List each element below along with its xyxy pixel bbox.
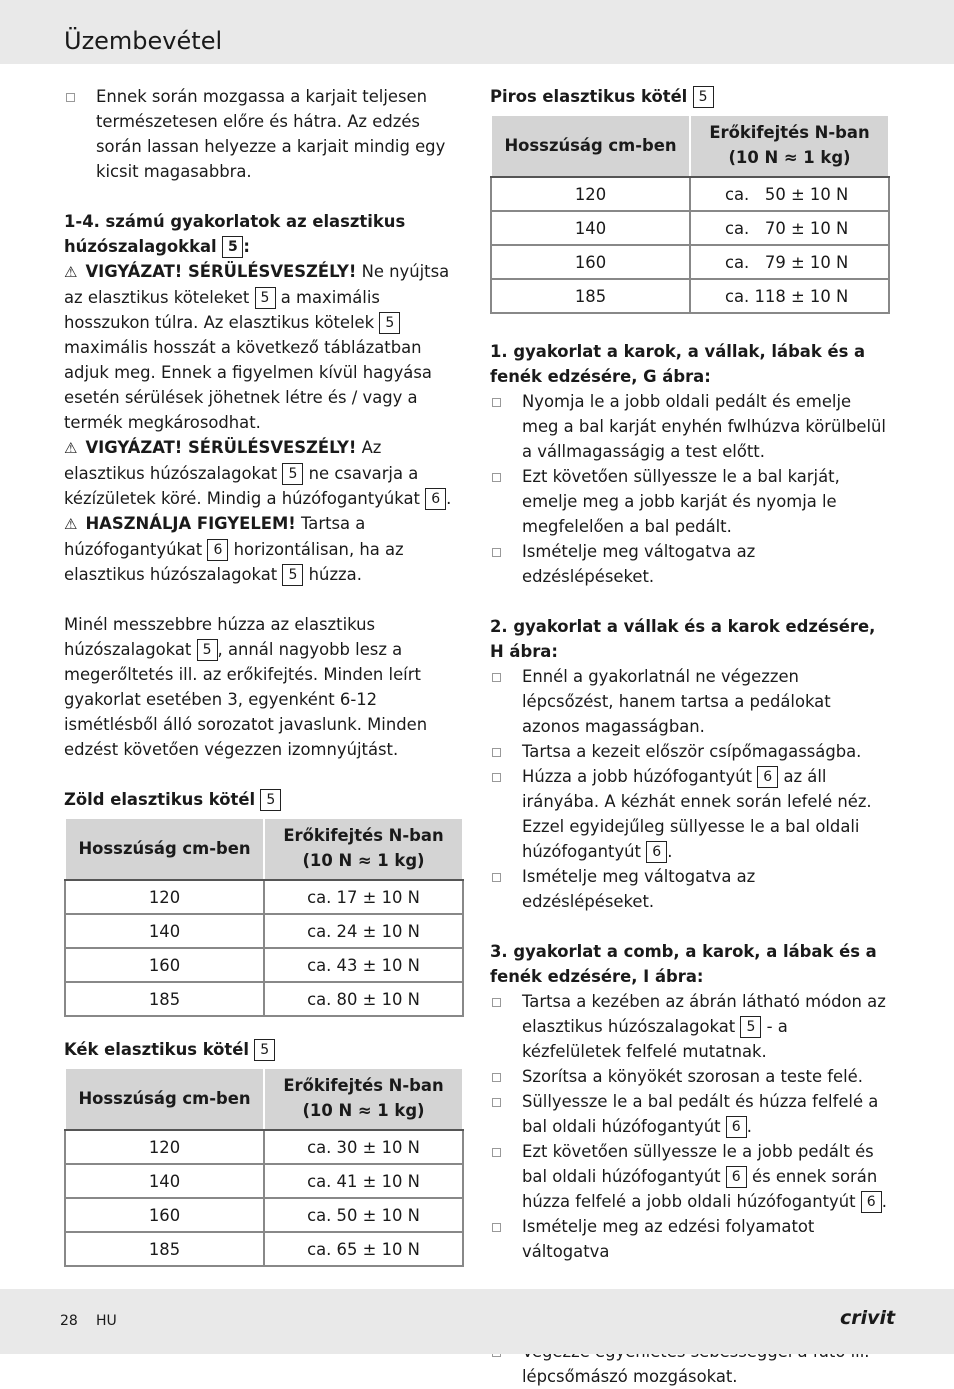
page-footer (0, 1289, 954, 1354)
right-column (490, 84, 890, 1389)
page-title: Üzembevétel (64, 27, 223, 55)
ref-5: 5 (379, 312, 400, 334)
blue-title: Kék elasztikus kötél 5 (64, 1037, 464, 1062)
table-row: 120 ca. 17 ± 10 N (65, 880, 463, 914)
list-item: Ezt követően süllyessze le a jobb pedált és bal oldali húzófogantyút 6 és ennek során húzza felfelé a jobb oldali húzófogantyút 6 . (490, 1139, 890, 1214)
col-header-length: Hosszúság cm-ben (65, 1068, 264, 1130)
left-column (64, 84, 464, 1267)
table-row: 185 ca. 80 ± 10 N (65, 982, 463, 1016)
ref-5: 5 (260, 789, 281, 811)
exercise-1-heading: 1. gyakorlat a karok, a vállak, lábak és a fenék edzésére, G ábra: (490, 342, 866, 386)
intro-bullet: Ennek során mozgassa a karjait teljesen természetesen előre és hátra. Az edzés során lassan helyezze a karjait mindig egy kicsit magasabbra. (64, 84, 464, 184)
list-item: Ismételje meg váltogatva az edzéslépéseket. (490, 539, 890, 589)
table-row: 140 ca. 70 ± 10 N (491, 211, 889, 245)
table-row: 120 ca. 50 ± 10 N (491, 177, 889, 211)
ref-5: 5 (693, 86, 714, 108)
warning-triangle-icon: ⚠ (64, 515, 78, 533)
brand-logo: crivit (840, 1307, 896, 1329)
red-title: Piros elasztikus kötél 5 (490, 84, 890, 109)
table-row: 160 ca. 79 ± 10 N (491, 245, 889, 279)
col-header-length: Hosszúság cm-ben (65, 818, 264, 880)
col-header-force: Erőkifejtés N-ban (10 N ≈ 1 kg) (690, 115, 889, 177)
ref-5: 5 (254, 1039, 275, 1061)
ref-5: 5 (197, 639, 218, 661)
table-row: 140 ca. 41 ± 10 N (65, 1164, 463, 1198)
table-row: 160 ca. 50 ± 10 N (65, 1198, 463, 1232)
page-number: 28 (60, 1313, 78, 1329)
ref-5: 5 (282, 564, 303, 586)
section-heading: 1-4. számú gyakorlatok az elasztikus húzószalagokkal 5 : (64, 212, 406, 256)
ref-5: 5 (282, 463, 303, 485)
green-table (64, 817, 464, 1017)
list-item: Tartsa a kezében az ábrán látható módon az elasztikus húzószalagokat 5 - a kézfelületek felfelé mutatnak. (490, 989, 890, 1064)
warning-2: ⚠ VIGYÁZAT! SÉRÜLÉSVESZÉLY! Az elasztikus húzószalagokat 5 ne csavarja a kézízületek köré. Mindig a húzófogantyúkat 6 . (64, 438, 452, 508)
exercise-2-heading: 2. gyakorlat a vállak és a karok edzésére, H ábra: (490, 617, 876, 661)
col-header-force: Erőkifejtés N-ban (10 N ≈ 1 kg) (264, 1068, 463, 1130)
ref-6: 6 (646, 841, 667, 863)
list-item: Tartsa a kezeit először csípőmagasságba. (490, 739, 890, 764)
page-header (0, 0, 954, 64)
list-item: lépcsőmászó mozgásokat. (490, 1339, 890, 1389)
ref-6: 6 (425, 488, 446, 510)
red-table (490, 114, 890, 314)
col-header-force: Erőkifejtés N-ban (10 N ≈ 1 kg) (264, 818, 463, 880)
ref-5: 5 (255, 287, 276, 309)
list-item: Süllyessze le a bal pedált és húzza felfelé a bal oldali húzófogantyút 6 . (490, 1089, 890, 1139)
ref-6: 6 (757, 766, 778, 788)
ref-5: 5 (740, 1016, 761, 1038)
ref-6: 6 (726, 1166, 747, 1188)
list-item: Nyomja le a jobb oldali pedált és emelje meg a bal karját enyhén fwlhúzva körülbelül a vállmagasságig a test előtt. (490, 389, 890, 464)
blue-table (64, 1067, 464, 1267)
table-row: 120 ca. 30 ± 10 N (65, 1130, 463, 1164)
ref-6: 6 (726, 1116, 747, 1138)
table-row: 140 ca. 24 ± 10 N (65, 914, 463, 948)
ref-6: 6 (861, 1191, 882, 1213)
list-item: Húzza a jobb húzófogantyút 6 az áll irányába. A kézhát ennek során lefelé néz. Ezzel egyidejűleg süllyesse le a bal oldali húzófogantyút 6 . (490, 764, 890, 864)
list-item: Szorítsa a könyökét szorosan a teste felé. (490, 1064, 890, 1089)
list-item: Ismételje meg váltogatva az edzéslépéseket. (490, 864, 890, 914)
table-row: 185 ca. 118 ± 10 N (491, 279, 889, 313)
list-item: Ennél a gyakorlatnál ne végezzen lépcsőzést, hanem tartsa a pedálokat azonos magasságban. (490, 664, 890, 739)
green-title: Zöld elasztikus kötél 5 (64, 787, 464, 812)
col-header-length: Hosszúság cm-ben (491, 115, 690, 177)
ref-5: 5 (222, 236, 243, 258)
table-row: 185 ca. 65 ± 10 N (65, 1232, 463, 1266)
language-code: HU (96, 1313, 117, 1329)
warning-1: ⚠ VIGYÁZAT! SÉRÜLÉSVESZÉLY! Ne nyújtsa az elasztikus köteleket 5 a maximális hosszukon túlra. Az elasztikus kötelek 5 maximális hosszát a következő táblázatban adjuk meg. Ennek a figyelmen kívül hagyása esetén sérülések jöhetnek létre és / vagy a termék megkárosodhat. (64, 262, 450, 432)
intensity-paragraph: Minél messzebbre húzza az elasztikus húzószalagokat 5 , annál nagyobb lesz a megerőltetés ill. az erőkifejtés. Minden leírt gyakorlat esetében 3, egyenként 6-12 ismétlésből álló sorozatot javaslunk. Minden edzést követően végezzen izomnyújtást. (64, 615, 428, 759)
warning-triangle-icon: ⚠ (64, 439, 78, 457)
warning-3: ⚠ HASZNÁLJA FIGYELEM! Tartsa a húzófogantyúkat 6 horizontálisan, ha az elasztikus húzószalagokat 5 húzza. (64, 514, 404, 584)
exercise-3-heading: 3. gyakorlat a comb, a karok, a lábak és a fenék edzésére, I ábra: (490, 942, 877, 986)
list-item: Ismételje meg az edzési folyamatot váltogatva (490, 1214, 890, 1264)
list-item: Ezt követően süllyessze le a bal karját, emelje meg a jobb karját és nyomja le megfelelően a bal pedált. (490, 464, 890, 539)
ref-6: 6 (207, 539, 228, 561)
table-row: 160 ca. 43 ± 10 N (65, 948, 463, 982)
warning-triangle-icon: ⚠ (64, 263, 78, 281)
